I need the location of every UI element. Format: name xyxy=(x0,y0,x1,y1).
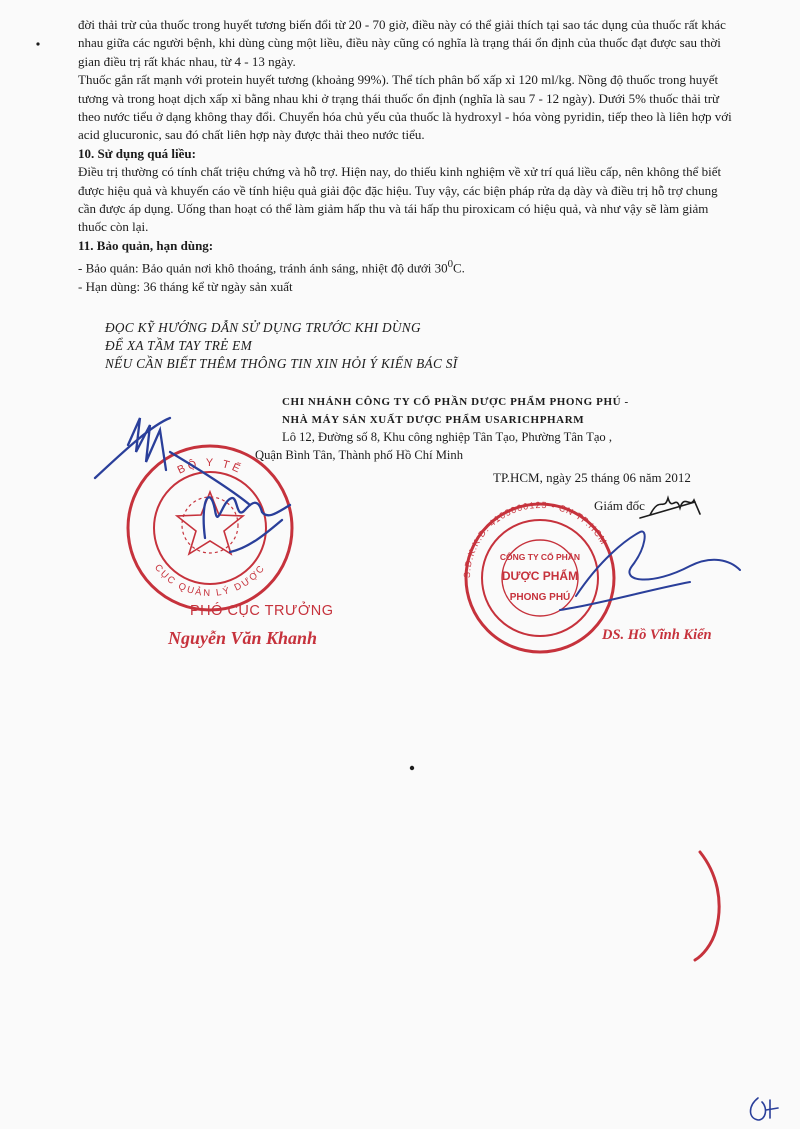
vice-director-title: PHÓ CỤC TRƯỞNG xyxy=(190,603,334,619)
warning-ask-doctor: NẾU CẦN BIẾT THÊM THÔNG TIN XIN HỎI Ý KIẾN BÁC SĨ xyxy=(105,356,458,371)
page-number-mark xyxy=(751,1098,779,1120)
company-address-line-1: Lô 12, Đường số 8, Khu công nghiệp Tân Tạo, Phường Tân Tạo , xyxy=(282,430,613,444)
section-heading-overdose: 10. Sử dụng quá liều: xyxy=(78,145,196,161)
section-heading-storage: 11. Bảo quản, hạn dùng: xyxy=(78,237,214,253)
degree-superscript: 0 xyxy=(447,258,453,271)
company-stamp-center-line-1: CÔNG TY CỔ PHẦN xyxy=(499,552,581,562)
page-edge-marks xyxy=(695,852,719,960)
emblem-star-icon xyxy=(177,492,243,554)
ministry-stamp-top-text: BỘ Y TẾ xyxy=(175,456,245,477)
company-stamp-ring-text: S.Đ.K.K.D. 4103000125 - CN TP.HCM xyxy=(461,499,610,579)
company-stamp-center-line-2: DƯỢC PHẨM xyxy=(501,569,579,583)
ministry-stamp-bottom-text: CỤC QUẢN LÝ DƯỢC xyxy=(152,562,268,600)
warning-read-instructions: ĐỌC KỸ HƯỚNG DẪN SỬ DỤNG TRƯỚC KHI DÙNG xyxy=(105,320,421,335)
company-stamp-center-line-3: PHONG PHÚ xyxy=(509,592,571,603)
director-name: DS. Hồ Vĩnh Kiển xyxy=(602,627,712,643)
ink-dot xyxy=(36,42,39,45)
pharmacokinetics-paragraph-1: đời thải trừ của thuốc trong huyết tương biến đổi từ 20 - 70 giờ, điều này có thể giải thích tại sao tác dụng của thuốc rất khác nhau giữa các người bệnh, khi dùng cùng một liều, điều này cũng có nghĩa là trạng thái ổn định của thuốc đạt được sau thời gian điều trị rất khác nhau, từ 4 - 13 ngày. xyxy=(78,17,726,69)
vice-director-name: Nguyễn Văn Khanh xyxy=(168,628,318,648)
document-date: TP.HCM, ngày 25 tháng 06 năm 2012 xyxy=(493,470,691,485)
warning-keep-from-children: ĐỂ XA TẦM TAY TRẺ EM xyxy=(105,338,252,353)
storage-line: - Bảo quản: Bảo quản nơi khô thoáng, tránh ánh sáng, nhiệt độ dưới $30^0C$. xyxy=(78,258,465,276)
ink-dot xyxy=(410,766,414,770)
company-address-line-2: Quận Bình Tân, Thành phố Hồ Chí Minh xyxy=(255,447,464,462)
vice-director-signature xyxy=(95,418,290,552)
director-initials-signature xyxy=(640,498,700,518)
pharmacokinetics-paragraph-2: Thuốc gắn rất mạnh với protein huyết tương (khoảng 99%). Thể tích phân bố xấp xỉ 120 ml/kg. Nồng độ thuốc trong huyết tương và trong hoạt dịch xấp xỉ bằng nhau khi ở trạng thái thuốc ổn định (nghĩa là sau 7 - 12 ngày). Dưới 5% thuốc thải trừ theo nước tiểu ở dạng không thay đổi. Chuyển hóa chủ yếu của thuốc là hydroxyl - hóa vòng pyridin, tiếp theo là liên hợp với acid glucuronic, sau đó chất liên hợp này được thải theo nước tiểu. xyxy=(78,72,732,143)
company-name-line-1: CHI NHÁNH CÔNG TY CỔ PHẦN DƯỢC PHẨM PHONG PHÚ - xyxy=(282,396,629,408)
director-title: Giám đốc xyxy=(594,498,645,513)
expiry-line: - Hạn dùng: 36 tháng kể từ ngày sản xuất xyxy=(78,279,293,295)
ministry-stamp xyxy=(128,446,292,610)
overdose-paragraph: Điều trị thường có tính chất triệu chứng và hỗ trợ. Hiện nay, do thiếu kinh nghiệm về xử trí quá liều cấp, nên không thể biết được hiệu quả và khuyến cáo về tính hiệu quả giải độc đặc hiệu. Tuy vậy, các biện pháp rửa dạ dày và điều trị hỗ trợ chung cần được áp dụng. Uống than hoạt có thể làm giảm hấp thu và tái hấp thu piroxicam có hiệu quả, và như vậy sẽ làm giảm thuốc còn lại. xyxy=(78,164,722,235)
company-name-line-2: NHÀ MÁY SẢN XUẤT DƯỢC PHẨM USARICHPHARM xyxy=(282,413,585,426)
